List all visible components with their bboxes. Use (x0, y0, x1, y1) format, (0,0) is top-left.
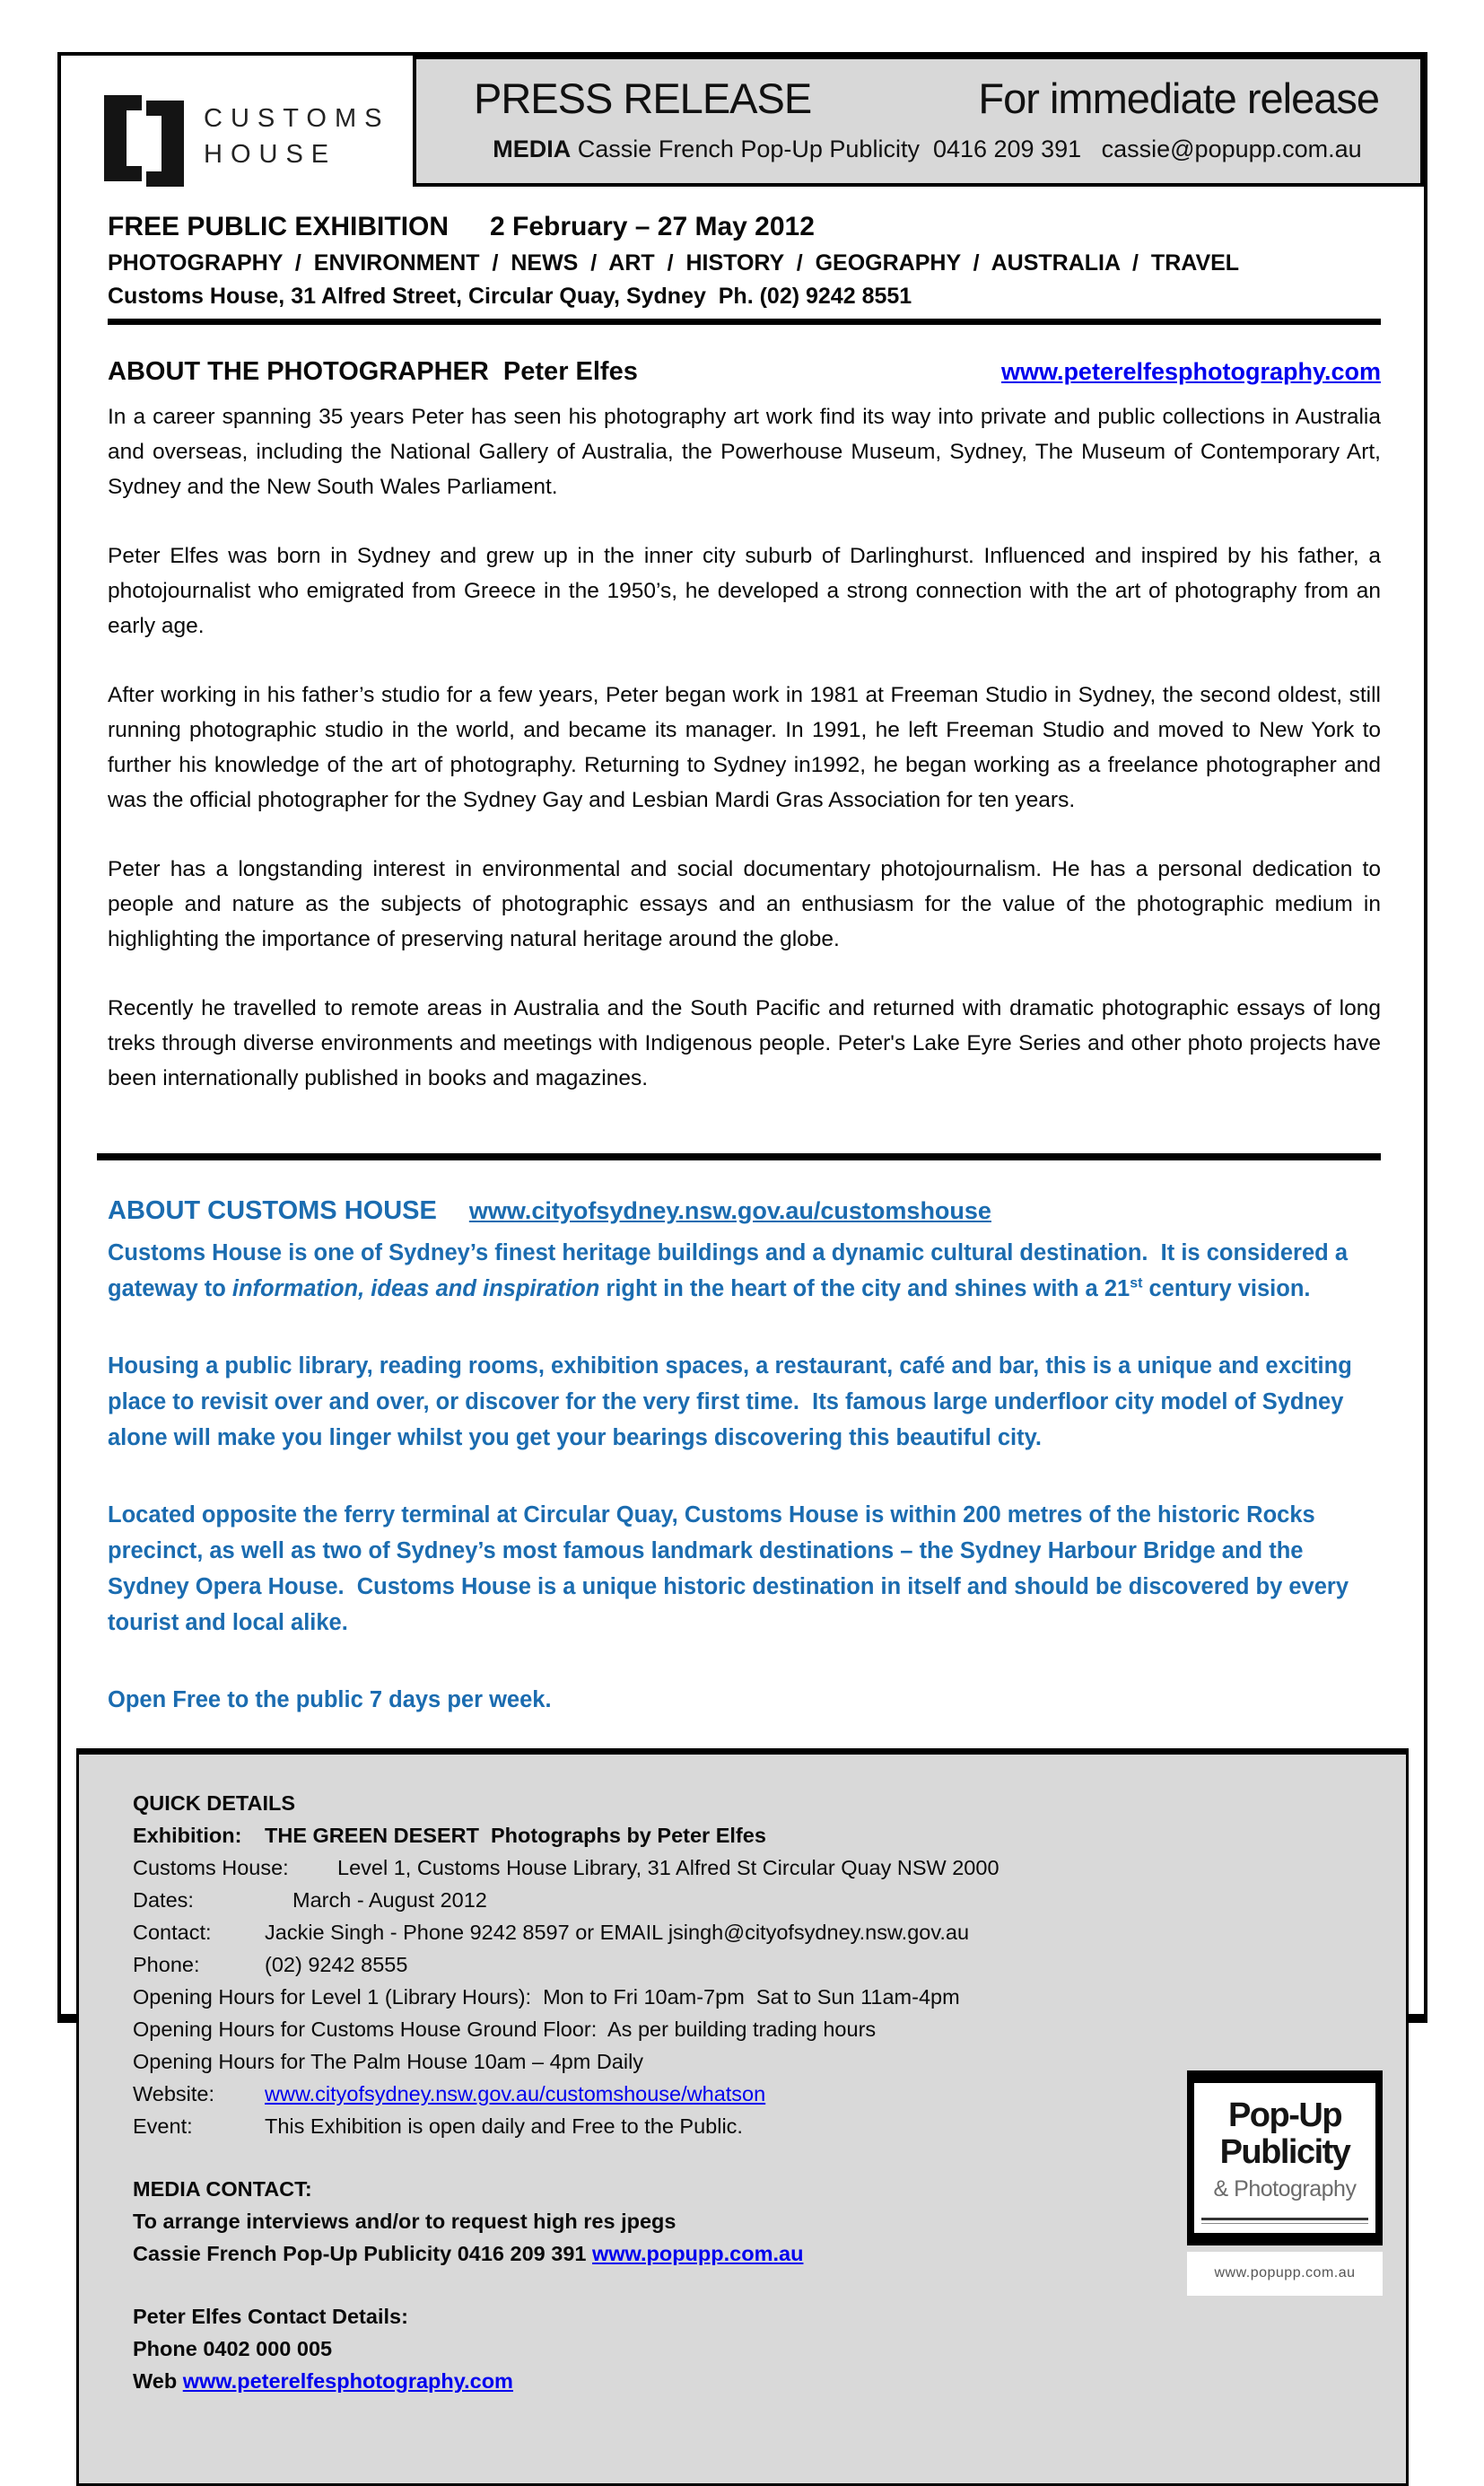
quick-details-heading: QUICK DETAILS (133, 1791, 296, 1815)
open-free-line: Open Free to the public 7 days per week. (108, 1687, 552, 1712)
customs-house-logo-text (204, 101, 389, 172)
popup-logo-line2: Publicity (1219, 2133, 1350, 2172)
exhibition-dates: 2 February – 27 May 2012 (490, 212, 815, 241)
row-label: Website: (133, 2082, 214, 2105)
superscript-st: st (1130, 1275, 1143, 1291)
exhibition-address: Customs House, 31 Alfred Street, Circular Quay, Sydney Ph. (02) 9242 8551 (108, 284, 912, 309)
photographer-paragraph: Recently he travelled to remote areas in Australia and the South Pacific and returned with dramatic photographic essays of long treks through diverse environments and meetings with Indigenous people. Peter's Lake Eyre Series and other photo projects have been internationally published in books and magazines. (108, 996, 1381, 1090)
customs-house-heading-row (108, 1196, 1381, 1226)
quick-details-box (76, 1748, 1409, 2486)
quick-details-row-contact (133, 1916, 1379, 1948)
press-release-banner (413, 56, 1424, 187)
peter-contact-phone: Phone 0402 000 005 (133, 2337, 333, 2360)
divider-rule (108, 319, 1381, 325)
row-label: Customs House: (133, 1856, 289, 1879)
row-label: Contact: (133, 1921, 212, 1944)
row-label: Event: (133, 2114, 193, 2138)
photographer-paragraph: After working in his father’s studio for a few years, Peter began work in 1981 at Freeman Studio in Sydney, the second oldest, still running photographic studio in the world, and became its manager. In 1991, he left Freeman Studio and moved to New York to further his knowledge of the art of photography. Returning to Sydney in1992, he began working as a freelance photographer and was the official photographer for the Sydney Gay and Lesbian Mardi Gras Association for ten years. (108, 683, 1381, 812)
italic-phrase: information, ideas and inspiration (231, 1276, 600, 1301)
popup-logo-line1: Pop-Up (1227, 2096, 1342, 2134)
left-bracket-icon (104, 95, 142, 181)
document-body (61, 187, 1424, 1718)
brackets-icon (104, 95, 184, 187)
exhibition-categories: PHOTOGRAPHY / ENVIRONMENT / NEWS / ART / HISTORY / GEOGRAPHY / AUSTRALIA / TRAVEL (108, 250, 1240, 276)
press-release-page (57, 52, 1427, 2393)
row-value: Level 1, Customs House Library, 31 Alfred St Circular Quay NSW 2000 (337, 1856, 1000, 1879)
row-label: Phone: (133, 1953, 200, 1976)
photographer-paragraph: Peter Elfes was born in Sydney and grew up in the inner city suburb of Darlinghurst. Influenced and inspired by his father, a photojournalist who emigrated from Greece in the 1950’s, he developed a strong connection with the art of photography from an early age. (108, 544, 1381, 638)
photographer-paragraph: In a career spanning 35 years Peter has seen his photography art work find its way into private and public collections in Australia and overseas, including the National Gallery of Australia, the Powerhouse Museum, Sydney, The Museum of Contemporary Art, Sydney and the New South Wales Parliament. (108, 405, 1381, 499)
press-release-title-row (470, 74, 1384, 123)
photographer-heading-row (108, 357, 1381, 387)
peter-contact-web: Web www.peterelfesphotography.com (133, 2369, 513, 2393)
row-value: Jackie Singh - Phone 9242 8597 or EMAIL jsingh@cityofsydney.nsw.gov.au (265, 1921, 970, 1944)
media-contact-line1: To arrange interviews and/or to request high res jpegs (133, 2210, 677, 2233)
photographer-website-link[interactable]: www.peterelfesphotography.com (1000, 358, 1381, 385)
row-value: THE GREEN DESERT Photographs by Peter Elfes (265, 1824, 766, 1847)
customs-house-paragraph: Housing a public library, reading rooms, exhibition spaces, a restaurant, café and bar, this is a unique and exciting place to revisit over and over, or discover for the very first time. Its famous large underfloor city model of Sydney alone will make you linger whilst you get your bearings discovering this beautiful city. (108, 1353, 1352, 1450)
popup-logo-url: www.popupp.com.au (1187, 2252, 1383, 2296)
media-text: Cassie French Pop-Up Publicity 0416 209 391 cassie@popupp.com.au (577, 136, 1362, 162)
row-label: Dates: (133, 1888, 194, 1912)
media-contact-line2: Cassie French Pop-Up Publicity 0416 209 391 www.popupp.com.au (133, 2242, 804, 2265)
customs-house-section (108, 1196, 1381, 1718)
media-label: MEDIA (493, 136, 572, 162)
logo-line-customs: CUSTOMS (204, 104, 390, 133)
exhibition-title: FREE PUBLIC EXHIBITION (108, 212, 450, 241)
media-contact-line (470, 136, 1384, 163)
for-immediate-release: For immediate release (978, 74, 1379, 122)
photographer-heading: ABOUT THE PHOTOGRAPHER Peter Elfes (108, 357, 638, 386)
popup-publicity-logo-box (1187, 2070, 1383, 2245)
section-divider-rule (97, 1153, 1381, 1160)
quick-details-hours-line: Opening Hours for Customs House Ground Floor: As per building trading hours (133, 2018, 877, 2041)
customs-house-website-link[interactable]: www.cityofsydney.nsw.gov.au/customshouse (468, 1197, 991, 1224)
right-bracket-icon (146, 101, 184, 187)
exhibition-heading (108, 212, 1381, 242)
header (61, 56, 1424, 187)
quick-details-row-exhibition (133, 1819, 1379, 1851)
quick-details-hours-line: Opening Hours for The Palm House 10am – 4pm Daily (133, 2050, 644, 2073)
media-contact-heading: MEDIA CONTACT: (133, 2177, 312, 2201)
row-value: (02) 9242 8555 (265, 1953, 408, 1976)
peter-contact-heading: Peter Elfes Contact Details: (133, 2305, 408, 2328)
popup-publicity-logo (1187, 2070, 1383, 2296)
customs-house-paragraph: Located opposite the ferry terminal at Circular Quay, Customs House is within 200 metres of the historic Rocks precinct, as well as two of Sydney’s most famous landmark destinations – the Sydney Harbour Bridge and the Sydney Opera House. Customs House is a unique historic destination in itself and should be discovered by every tourist and local alike. (108, 1502, 1349, 1635)
peter-website-link[interactable]: www.peterelfesphotography.com (182, 2369, 513, 2393)
quick-details-hours-line: Opening Hours for Level 1 (Library Hours): Mon to Fri 10am-7pm Sat to Sun 11am-4pm (133, 1985, 960, 2009)
whatson-website-link[interactable]: www.cityofsydney.nsw.gov.au/customshouse/whatson (265, 2082, 766, 2105)
logo-line-house: HOUSE (204, 140, 337, 170)
customs-house-logo (61, 56, 413, 187)
customs-house-heading: ABOUT CUSTOMS HOUSE (108, 1196, 437, 1225)
quick-details-row-dates (133, 1884, 1379, 1916)
press-release-title: PRESS RELEASE (474, 74, 812, 122)
row-label: Exhibition: (133, 1824, 242, 1847)
photographer-paragraph: Peter has a longstanding interest in environmental and social documentary photojournalism. He has a personal dedication to people and nature as the subjects of photographic essays and an enthusiasm for the value of the photographic medium in highlighting the importance of preserving natural heritage around the globe. (108, 857, 1381, 951)
quick-details-row-customs-house (133, 1851, 1379, 1884)
customs-house-paragraph: Customs House is one of Sydney’s finest heritage buildings and a dynamic cultural destination. It is considered a gateway to information, ideas and inspiration right in the heart of the city and shines with a 21st century vision. (108, 1240, 1349, 1301)
popup-logo-rule (1201, 2218, 1368, 2224)
popup-logo-line3: & Photography (1213, 2176, 1357, 2202)
row-value: March - August 2012 (292, 1888, 487, 1912)
popupp-website-link[interactable]: www.popupp.com.au (592, 2242, 804, 2265)
row-value: This Exhibition is open daily and Free to the Public. (265, 2114, 743, 2138)
quick-details-row-phone (133, 1948, 1379, 1981)
